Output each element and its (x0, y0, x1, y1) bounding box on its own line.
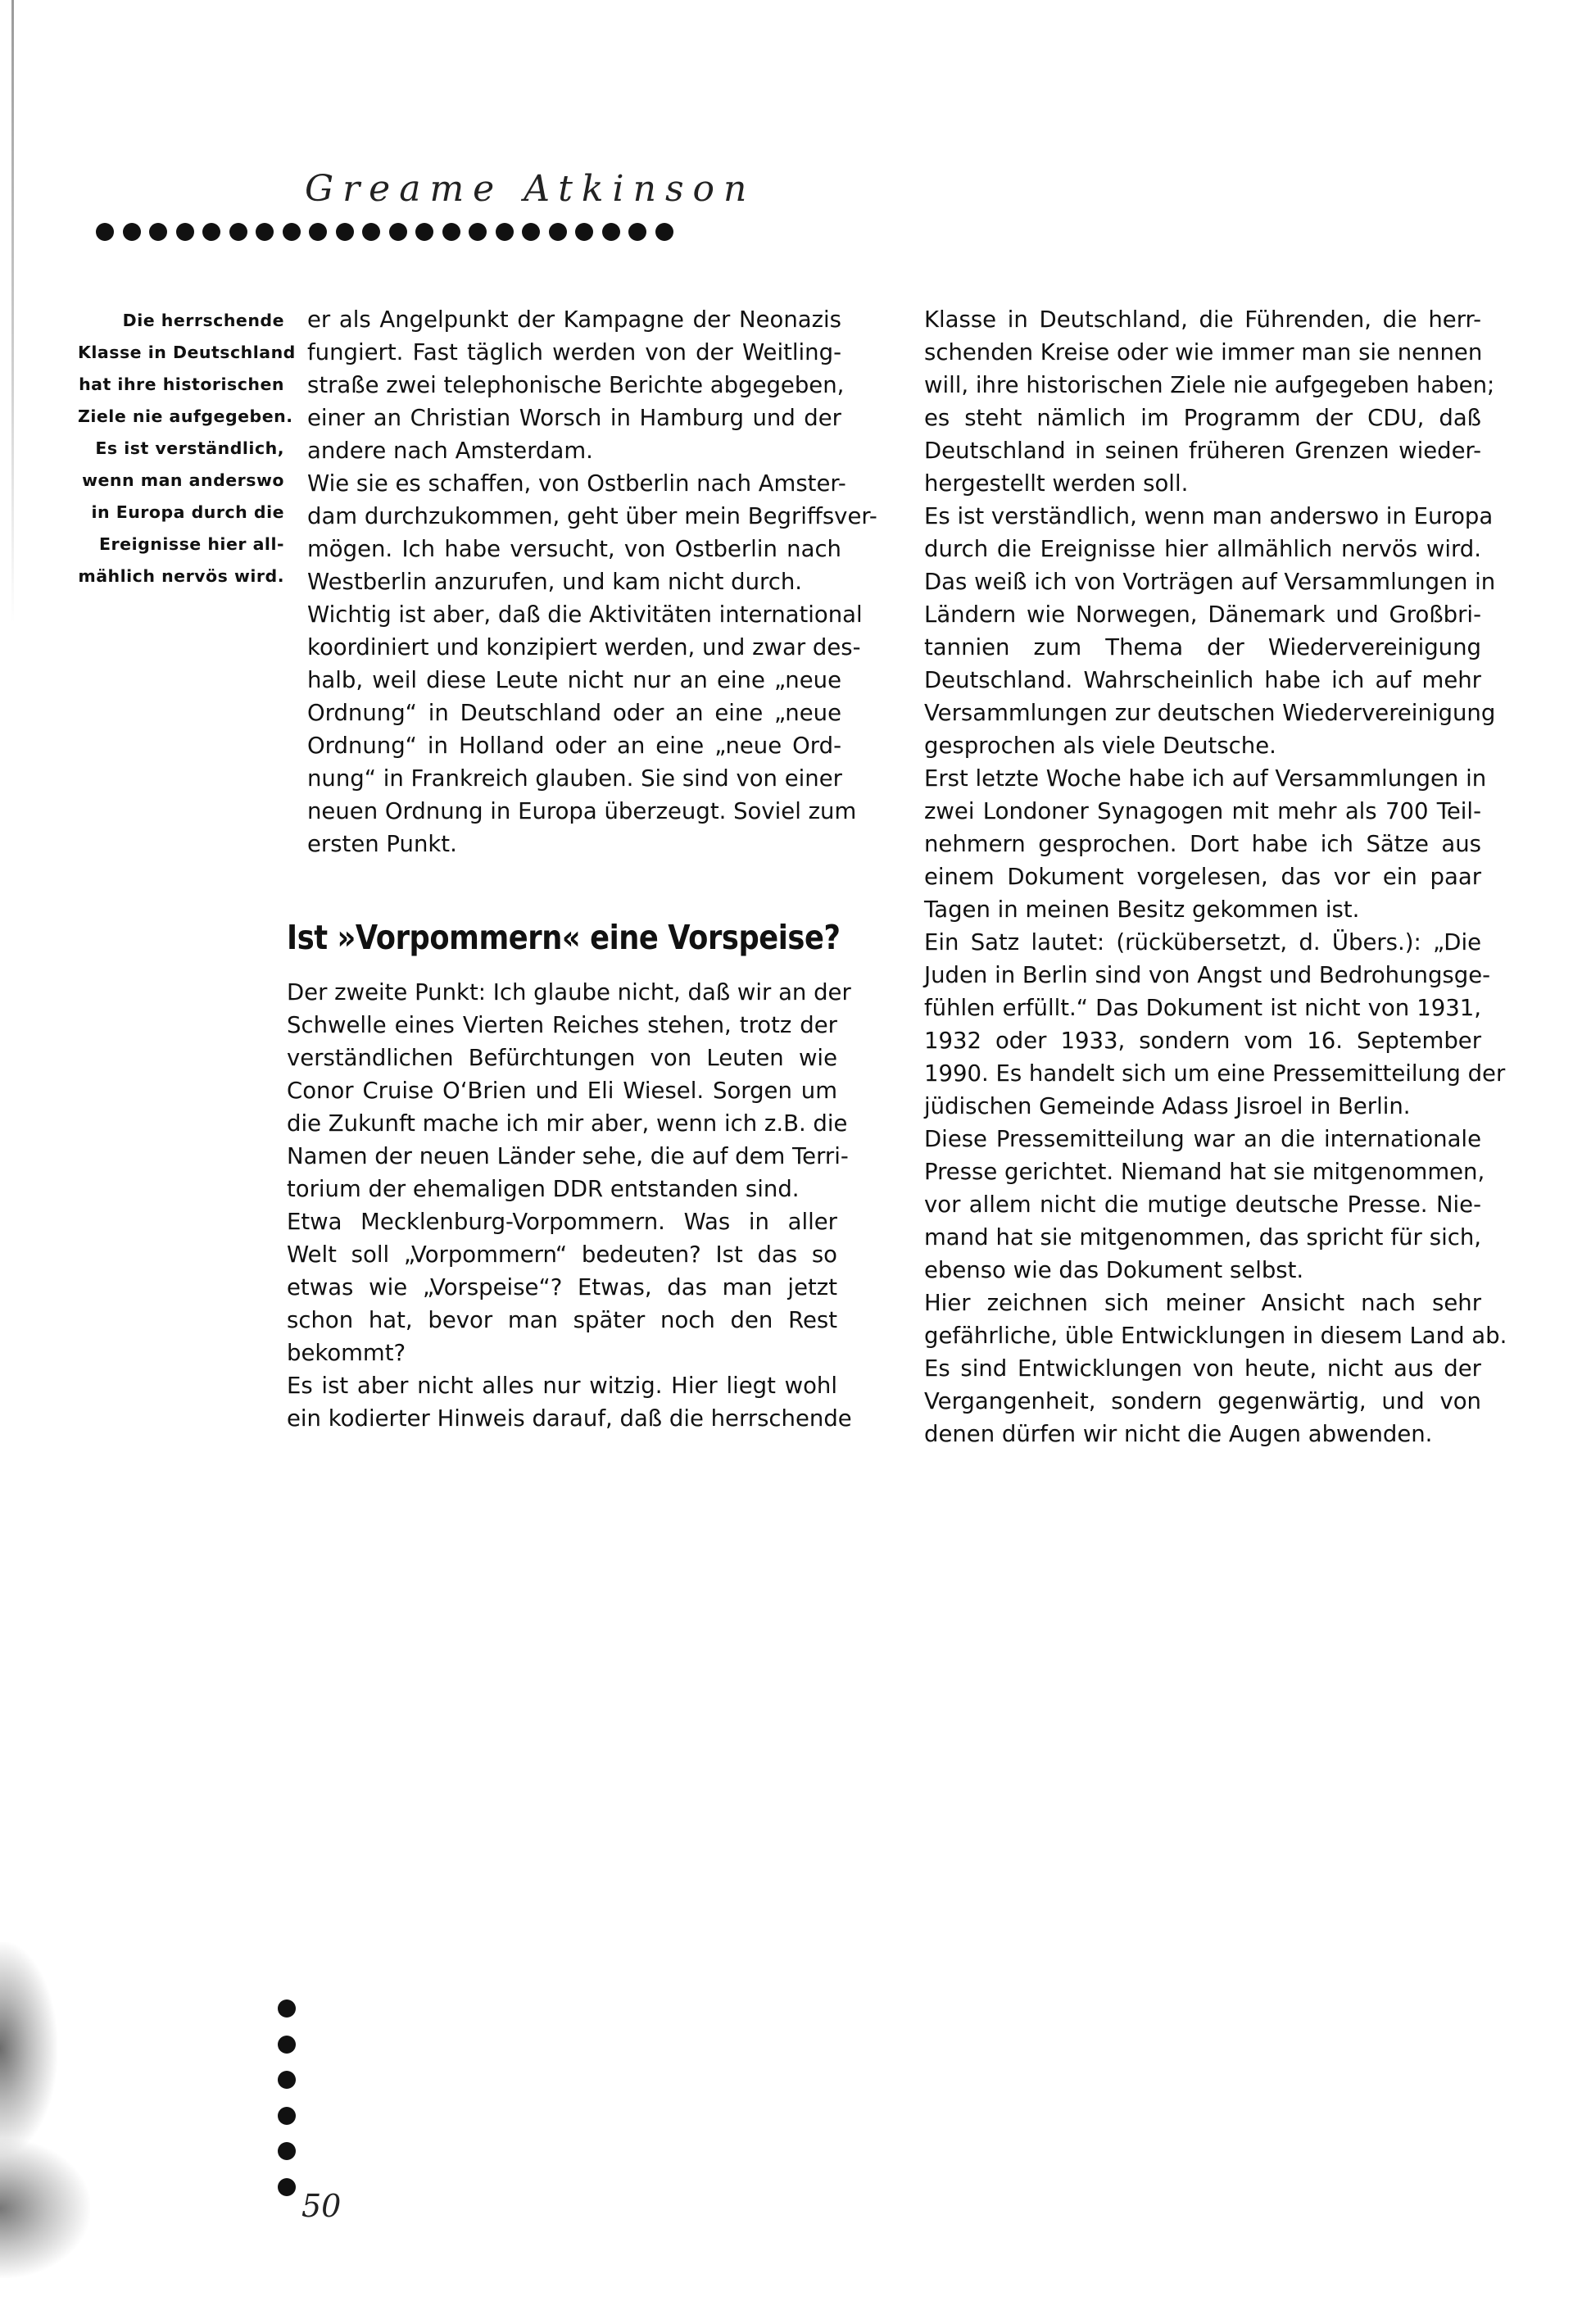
text-line: Presse gerichtet. Niemand hat sie mitgenommen, (924, 1159, 1485, 1185)
dot-icon (96, 223, 114, 241)
pull-quote-line: Ziele nie aufgegeben. (78, 406, 293, 426)
text-line: andere nach Amsterdam. (307, 438, 593, 464)
text-line: es steht nämlich im Programm der CDU, daß (924, 405, 1481, 431)
pull-quote-line: Es ist verständlich, (95, 438, 284, 458)
dot-icon (256, 223, 274, 241)
text-line: Welt soll „Vorpommern“ bedeuten? Ist das so (287, 1241, 837, 1268)
text-line: Wie sie es schaffen, von Ostberlin nach Amster- (307, 470, 846, 497)
dot-icon (149, 223, 167, 241)
text-line: Erst letzte Woche habe ich auf Versammlungen in (924, 765, 1487, 792)
text-line: verständlichen Befürchtungen von Leuten wie (287, 1045, 837, 1071)
dot-icon (469, 223, 487, 241)
text-line: tannien zum Thema der Wiedervereinigung (924, 634, 1481, 660)
pull-quote-line: in Europa durch die (91, 502, 284, 522)
dot-icon (522, 223, 540, 241)
dot-icon (283, 223, 301, 241)
pull-quote-line: mählich nervös wird. (78, 566, 284, 586)
text-line: Diese Pressemitteilung war an die internationale (924, 1126, 1481, 1152)
text-line: Hier zeichnen sich meiner Ansicht nach sehr (924, 1290, 1481, 1316)
text-line: Das weiß ich von Vorträgen auf Versammlungen in (924, 569, 1496, 595)
pull-quote-line: Die herrschende (122, 311, 284, 330)
dot-icon (278, 2071, 296, 2089)
binding-edge (11, 0, 14, 623)
decorative-dot-column (278, 1999, 296, 2196)
text-line: er als Angelpunkt der Kampagne der Neonazis (307, 306, 841, 333)
dot-icon (415, 223, 433, 241)
text-line: schenden Kreise oder wie immer man sie nennen (924, 339, 1483, 365)
text-line: nehmern gesprochen. Dort habe ich Sätze aus (924, 831, 1481, 857)
text-line: koordiniert und konzipiert werden, und zwar des- (307, 634, 861, 660)
text-line: Etwa Mecklenburg-Vorpommern. Was in aller (287, 1209, 837, 1235)
pull-quote (78, 305, 296, 592)
text-line: Der zweite Punkt: Ich glaube nicht, daß wir an der (287, 979, 851, 1005)
text-line: einem Dokument vorgelesen, das vor ein paar (924, 864, 1481, 890)
dot-icon (278, 2036, 296, 2054)
text-line: 1932 oder 1933, sondern vom 16. September (924, 1028, 1481, 1054)
text-line: die Zukunft mache ich mir aber, wenn ich z.B. die (287, 1110, 848, 1137)
dot-icon (362, 223, 380, 241)
dot-icon (336, 223, 354, 241)
pull-quote-line: wenn man anderswo (82, 470, 284, 490)
text-line: Tagen in meinen Besitz gekommen ist. (924, 896, 1360, 923)
dot-icon (229, 223, 247, 241)
text-line: bekommt? (287, 1340, 406, 1366)
text-line: jüdischen Gemeinde Adass Jisroel in Berlin. (924, 1093, 1411, 1119)
text-line: etwas wie „Vorspeise“? Etwas, das man jetzt (287, 1274, 837, 1300)
body-column-middle (307, 303, 877, 860)
dot-icon (123, 223, 141, 241)
text-line: Deutschland in seinen früheren Grenzen wieder- (924, 438, 1481, 464)
section-heading: Ist »Vorpommern« eine Vorspeise? (287, 918, 841, 957)
decorative-dot-row (96, 223, 673, 241)
text-line: Deutschland. Wahrscheinlich habe ich auf mehr (924, 667, 1481, 693)
text-line: Ordnung“ in Deutschland oder an eine „neue (307, 700, 841, 726)
dot-icon (202, 223, 220, 241)
dot-icon (602, 223, 620, 241)
text-line: nung“ in Frankreich glauben. Sie sind von einer (307, 765, 842, 792)
dot-icon (575, 223, 593, 241)
text-line: fungiert. Fast täglich werden von der Weitling- (307, 339, 841, 365)
text-line: Ein Satz lautet: (rückübersetzt, d. Übers.): „Die (924, 929, 1481, 955)
text-line: gesprochen als viele Deutsche. (924, 733, 1276, 759)
text-line: Ordnung“ in Holland oder an eine „neue Ord- (307, 733, 841, 759)
text-line: Klasse in Deutschland, die Führenden, die herr- (924, 306, 1481, 333)
text-line: 1990. Es handelt sich um eine Pressemitteilung der (924, 1060, 1506, 1087)
text-line: Vergangenheit, sondern gegenwärtig, und von (924, 1388, 1481, 1414)
pull-quote-line: hat ihre historischen (79, 374, 284, 394)
text-line: Conor Cruise O‘Brien und Eli Wiesel. Sorgen um (287, 1078, 837, 1104)
dot-icon (176, 223, 194, 241)
dot-icon (496, 223, 514, 241)
text-line: straße zwei telephonische Berichte abgegeben, (307, 372, 845, 398)
text-line: einer an Christian Worsch in Hamburg und der (307, 405, 841, 431)
text-line: Es ist aber nicht alles nur witzig. Hier liegt wohl (287, 1373, 837, 1399)
text-line: gefährliche, üble Entwicklungen in diesem Land ab. (924, 1323, 1507, 1349)
text-line: durch die Ereignisse hier allmählich nervös wird. (924, 536, 1481, 562)
text-line: ein kodierter Hinweis darauf, daß die herrschende (287, 1405, 852, 1432)
dot-icon (549, 223, 567, 241)
text-line: torium der ehemaligen DDR entstanden sind. (287, 1176, 800, 1202)
text-line: Ländern wie Norwegen, Dänemark und Großbri- (924, 601, 1481, 628)
dot-icon (389, 223, 407, 241)
dot-icon (628, 223, 646, 241)
text-line: Versammlungen zur deutschen Wiedervereinigung (924, 700, 1496, 726)
body-column-section (287, 976, 852, 1435)
dot-icon (278, 2142, 296, 2160)
text-line: mand hat sie mitgenommen, das spricht für sich, (924, 1224, 1481, 1251)
author-name: Greame Atkinson (305, 168, 756, 210)
text-line: Es ist verständlich, wenn man anderswo in Europa (924, 503, 1494, 529)
dot-icon (309, 223, 327, 241)
dot-icon (655, 223, 673, 241)
scan-shadow (0, 1942, 57, 2155)
page-number: 50 (301, 2188, 342, 2224)
text-line: Schwelle eines Vierten Reiches stehen, trotz der (287, 1012, 837, 1038)
pull-quote-line: Klasse in Deutschland (78, 343, 296, 362)
text-line: halb, weil diese Leute nicht nur an eine „neue (307, 667, 841, 693)
text-line: Es sind Entwicklungen von heute, nicht aus der (924, 1355, 1481, 1382)
text-line: will, ihre historischen Ziele nie aufgegeben haben; (924, 372, 1495, 398)
text-line: Namen der neuen Länder sehe, die auf dem Terri- (287, 1143, 849, 1169)
dot-icon (278, 2107, 296, 2125)
text-line: hergestellt werden soll. (924, 470, 1189, 497)
text-line: denen dürfen wir nicht die Augen abwenden. (924, 1421, 1433, 1447)
text-line: Wichtig ist aber, daß die Aktivitäten international (307, 601, 863, 628)
text-line: neuen Ordnung in Europa überzeugt. Soviel zum (307, 798, 857, 824)
body-column-right (924, 303, 1507, 1450)
scan-shadow (0, 2139, 90, 2278)
text-line: fühlen erfüllt.“ Das Dokument ist nicht von 1931, (924, 995, 1481, 1021)
text-line: ebenso wie das Dokument selbst. (924, 1257, 1304, 1283)
dot-icon (278, 2178, 296, 2196)
text-line: Juden in Berlin sind von Angst und Bedrohungsge- (924, 962, 1491, 988)
text-line: Westberlin anzurufen, und kam nicht durch. (307, 569, 803, 595)
dot-icon (442, 223, 460, 241)
text-line: schon hat, bevor man später noch den Rest (287, 1307, 837, 1333)
pull-quote-line: Ereignisse hier all- (99, 534, 284, 554)
text-line: zwei Londoner Synagogen mit mehr als 700 Teil- (924, 798, 1481, 824)
dot-icon (278, 1999, 296, 2018)
text-line: mögen. Ich habe versucht, von Ostberlin nach (307, 536, 841, 562)
text-line: vor allem nicht die mutige deutsche Presse. Nie- (924, 1192, 1481, 1218)
text-line: ersten Punkt. (307, 831, 457, 857)
text-line: dam durchzukommen, geht über mein Begriffsver- (307, 503, 877, 529)
